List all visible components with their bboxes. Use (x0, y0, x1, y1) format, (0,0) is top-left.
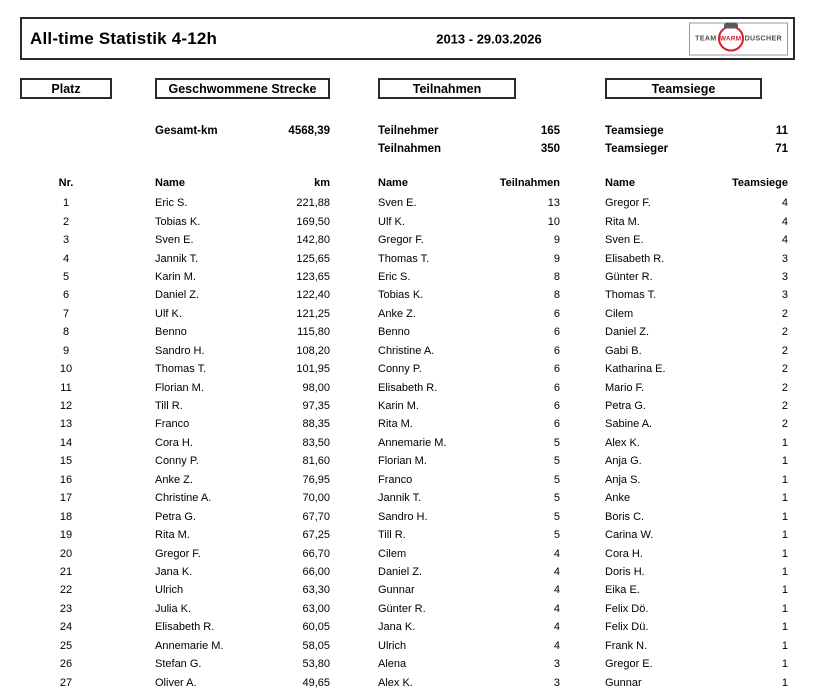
section-box-teamsiege: Teamsiege (605, 78, 762, 99)
participations-cell: 5 (553, 455, 560, 468)
table-row (20, 489, 788, 507)
swimmer-name-cell: Elisabeth R. (155, 621, 215, 634)
winner-name-cell: Anja S. (605, 473, 641, 486)
table-row (20, 342, 788, 360)
km-cell: 88,35 (302, 418, 330, 431)
teamwins-cell: 1 (781, 510, 788, 523)
teamwins-cell: 4 (781, 197, 788, 210)
section-box-platz: Platz (20, 78, 112, 99)
col-header-name-teilnahmen: Name (378, 177, 408, 189)
rank-cell: 14 (59, 436, 73, 449)
km-cell: 142,80 (296, 234, 330, 247)
table-row (20, 637, 788, 655)
km-cell: 76,95 (302, 473, 330, 486)
rank-cell: 17 (59, 492, 73, 505)
rank-cell: 21 (59, 565, 73, 578)
section-header-row (20, 78, 788, 99)
winner-name-cell: Günter R. (605, 270, 653, 283)
swimmer-name-cell: Eric S. (155, 197, 188, 210)
teamwins-cell: 1 (781, 473, 788, 486)
winner-name-cell: Cora H. (605, 547, 643, 560)
swimmer-name-cell: Florian M. (155, 381, 204, 394)
teamsiege-value: 11 (775, 125, 788, 137)
winner-name-cell: Cilem (605, 307, 634, 320)
swimmer-name-cell: Franco (155, 418, 190, 431)
col-header-km: km (314, 177, 330, 189)
km-cell: 123,65 (296, 270, 330, 283)
table-row (20, 194, 788, 212)
gesamt-km-label: Gesamt-km (155, 125, 218, 137)
participations-cell: 6 (553, 418, 560, 431)
participations-cell: 4 (553, 584, 560, 597)
km-cell: 53,80 (302, 658, 330, 671)
swimmer-name-cell: Cora H. (155, 436, 193, 449)
rank-cell: 25 (59, 639, 73, 652)
participant-name-cell: Ulrich (378, 639, 407, 652)
logo-circle (718, 26, 744, 52)
swimmer-name-cell: Anke Z. (155, 473, 193, 486)
table-row (20, 378, 788, 396)
teilnehmer-value: 165 (540, 125, 560, 137)
table-row (20, 600, 788, 618)
participant-name-cell: Anke Z. (378, 307, 416, 320)
swimmer-name-cell: Ulf K. (155, 307, 182, 320)
teamwins-cell: 2 (781, 307, 788, 320)
teamwins-cell: 1 (781, 436, 788, 449)
participant-name-cell: Gunnar (378, 584, 415, 597)
participant-name-cell: Cilem (378, 547, 407, 560)
table-row (20, 231, 788, 249)
table-row (20, 305, 788, 323)
table-row (20, 268, 788, 286)
winner-name-cell: Felix Dö. (605, 602, 649, 615)
teamwins-cell: 4 (781, 234, 788, 247)
winner-name-cell: Katharina E. (605, 363, 666, 376)
participations-cell: 6 (553, 326, 560, 339)
rank-cell: 2 (62, 215, 70, 228)
participations-cell: 13 (547, 197, 560, 210)
km-cell: 121,25 (296, 307, 330, 320)
participant-name-cell: Günter R. (378, 602, 426, 615)
km-cell: 169,50 (296, 215, 330, 228)
participations-cell: 6 (553, 307, 560, 320)
teamwins-cell: 1 (781, 676, 788, 689)
swimmer-name-cell: Petra G. (155, 510, 196, 523)
rank-cell: 5 (62, 270, 70, 283)
participations-cell: 6 (553, 363, 560, 376)
participations-cell: 6 (553, 344, 560, 357)
rank-cell: 19 (59, 529, 73, 542)
participations-cell: 5 (553, 510, 560, 523)
rank-cell: 23 (59, 602, 73, 615)
winner-name-cell: Felix Dü. (605, 621, 649, 634)
shower-head-icon (724, 23, 738, 29)
km-cell: 101,95 (296, 363, 330, 376)
participations-cell: 6 (553, 381, 560, 394)
swimmer-name-cell: Julia K. (155, 602, 192, 615)
participations-cell: 6 (553, 400, 560, 413)
participant-name-cell: Rita M. (378, 418, 413, 431)
teamwins-cell: 2 (781, 363, 788, 376)
swimmer-name-cell: Rita M. (155, 529, 190, 542)
col-header-name-teamsiege: Name (605, 177, 635, 189)
participant-name-cell: Jannik T. (378, 492, 422, 505)
km-cell: 63,30 (302, 584, 330, 597)
swimmer-name-cell: Annemarie M. (155, 639, 224, 652)
table-row (20, 452, 788, 470)
winner-name-cell: Daniel Z. (605, 326, 650, 339)
participant-name-cell: Eric S. (378, 270, 411, 283)
rank-cell: 26 (59, 658, 73, 671)
teamwins-cell: 2 (781, 381, 788, 394)
km-cell: 66,00 (302, 565, 330, 578)
winner-name-cell: Eika E. (605, 584, 640, 597)
participations-cell: 8 (553, 289, 560, 302)
logo-team-label: TEAM (695, 35, 717, 42)
title-bar (20, 17, 795, 60)
table-row (20, 286, 788, 304)
table-row (20, 655, 788, 673)
km-cell: 83,50 (302, 436, 330, 449)
col-header-nr: Nr. (58, 177, 74, 189)
km-cell: 49,65 (302, 676, 330, 689)
participant-name-cell: Tobias K. (378, 289, 424, 302)
participations-cell: 4 (553, 639, 560, 652)
participations-cell: 4 (553, 602, 560, 615)
teamwins-cell: 1 (781, 658, 788, 671)
teilnahmen-value: 350 (540, 143, 560, 155)
participant-name-cell: Jana K. (378, 621, 416, 634)
summary-section (20, 122, 788, 158)
swimmer-name-cell: Gregor F. (155, 547, 201, 560)
winner-name-cell: Anja G. (605, 455, 642, 468)
table-row (20, 581, 788, 599)
km-cell: 122,40 (296, 289, 330, 302)
team-warmduscher-logo (689, 22, 788, 55)
teamwins-cell: 1 (781, 547, 788, 560)
km-cell: 125,65 (296, 252, 330, 265)
swimmer-name-cell: Benno (155, 326, 187, 339)
gesamt-km-value: 4568,39 (288, 125, 330, 137)
participant-name-cell: Sandro H. (378, 510, 428, 523)
rank-cell: 24 (59, 621, 73, 634)
teamwins-cell: 1 (781, 565, 788, 578)
winner-name-cell: Sven E. (605, 234, 644, 247)
participant-name-cell: Gregor F. (378, 234, 424, 247)
participations-cell: 5 (553, 529, 560, 542)
swimmer-name-cell: Jana K. (155, 565, 193, 578)
rank-cell: 27 (59, 676, 73, 689)
winner-name-cell: Gabi B. (605, 344, 642, 357)
rank-cell: 20 (59, 547, 73, 560)
teamwins-cell: 3 (781, 270, 788, 283)
table-row (20, 507, 788, 525)
km-cell: 58,05 (302, 639, 330, 652)
rank-cell: 22 (59, 584, 73, 597)
participations-cell: 5 (553, 473, 560, 486)
teamwins-cell: 1 (781, 492, 788, 505)
teamsiege-label: Teamsiege (605, 125, 664, 137)
table-row (20, 323, 788, 341)
participant-name-cell: Annemarie M. (378, 436, 447, 449)
page-title: All-time Statistik 4-12h (30, 28, 218, 48)
teilnahmen-label: Teilnahmen (378, 143, 442, 155)
rank-cell: 15 (59, 455, 73, 468)
teamwins-cell: 2 (781, 344, 788, 357)
swimmer-name-cell: Oliver A. (155, 676, 197, 689)
table-row (20, 544, 788, 562)
winner-name-cell: Thomas T. (605, 289, 657, 302)
teilnehmer-label: Teilnehmer (378, 125, 439, 137)
winner-name-cell: Elisabeth R. (605, 252, 665, 265)
rank-cell: 16 (59, 473, 73, 486)
participant-name-cell: Christine A. (378, 344, 435, 357)
participant-name-cell: Karin M. (378, 400, 419, 413)
rank-cell: 18 (59, 510, 73, 523)
teamwins-cell: 1 (781, 621, 788, 634)
swimmer-name-cell: Sven E. (155, 234, 194, 247)
table-row (20, 563, 788, 581)
rank-cell: 11 (60, 381, 72, 394)
table-body (20, 194, 788, 692)
teamwins-cell: 1 (781, 602, 788, 615)
section-box-teilnahmen: Teilnahmen (378, 78, 516, 99)
col-header-teamsiege: Teamsiege (731, 177, 788, 189)
table-row (20, 415, 788, 433)
swimmer-name-cell: Sandro H. (155, 344, 205, 357)
rank-cell: 13 (59, 418, 73, 431)
participant-name-cell: Franco (378, 473, 413, 486)
swimmer-name-cell: Ulrich (155, 584, 184, 597)
participations-cell: 4 (553, 547, 560, 560)
swimmer-name-cell: Jannik T. (155, 252, 199, 265)
section-box-strecke: Geschwommene Strecke (155, 78, 330, 99)
teamwins-cell: 2 (781, 326, 788, 339)
km-cell: 98,00 (302, 381, 330, 394)
swimmer-name-cell: Christine A. (155, 492, 212, 505)
participations-cell: 9 (553, 252, 560, 265)
participant-name-cell: Till R. (378, 529, 406, 542)
teamsieger-label: Teamsieger (605, 143, 669, 155)
participations-cell: 3 (553, 658, 560, 671)
swimmer-name-cell: Karin M. (155, 270, 196, 283)
winner-name-cell: Petra G. (605, 400, 646, 413)
table-row (20, 212, 788, 230)
winner-name-cell: Sabine A. (605, 418, 653, 431)
participations-cell: 5 (553, 436, 560, 449)
km-cell: 70,00 (302, 492, 330, 505)
rank-cell: 8 (62, 326, 70, 339)
winner-name-cell: Mario F. (605, 381, 645, 394)
swimmer-name-cell: Stefan G. (155, 658, 202, 671)
participant-name-cell: Alex K. (378, 676, 413, 689)
table-row (20, 360, 788, 378)
participations-cell: 9 (553, 234, 560, 247)
participant-name-cell: Florian M. (378, 455, 427, 468)
teamwins-cell: 1 (781, 639, 788, 652)
winner-name-cell: Gregor F. (605, 197, 651, 210)
participant-name-cell: Sven E. (378, 197, 417, 210)
km-cell: 60,05 (302, 621, 330, 634)
swimmer-name-cell: Thomas T. (155, 363, 207, 376)
km-cell: 67,25 (302, 529, 330, 542)
winner-name-cell: Doris H. (605, 565, 645, 578)
rank-cell: 1 (62, 197, 70, 210)
rank-cell: 4 (62, 252, 70, 265)
participations-cell: 4 (553, 621, 560, 634)
km-cell: 115,80 (297, 326, 330, 339)
swimmer-name-cell: Till R. (155, 400, 183, 413)
km-cell: 66,70 (302, 547, 330, 560)
participations-cell: 4 (553, 565, 560, 578)
table-row (20, 249, 788, 267)
winner-name-cell: Gunnar (605, 676, 642, 689)
participant-name-cell: Alena (378, 658, 407, 671)
participations-cell: 10 (547, 215, 560, 228)
km-cell: 108,20 (296, 344, 330, 357)
km-cell: 97,35 (302, 400, 330, 413)
km-cell: 81,60 (302, 455, 330, 468)
participations-cell: 5 (553, 492, 560, 505)
teamwins-cell: 1 (781, 455, 788, 468)
winner-name-cell: Rita M. (605, 215, 640, 228)
swimmer-name-cell: Daniel Z. (155, 289, 200, 302)
participant-name-cell: Conny P. (378, 363, 422, 376)
winner-name-cell: Alex K. (605, 436, 640, 449)
date-range: 2013 - 29.03.2026 (436, 31, 542, 46)
winner-name-cell: Frank N. (605, 639, 648, 652)
table-row (20, 434, 788, 452)
rank-cell: 3 (62, 234, 70, 247)
col-header-teilnahmen: Teilnahmen (499, 177, 560, 189)
col-header-name-km: Name (155, 177, 185, 189)
teamwins-cell: 3 (781, 252, 788, 265)
rank-cell: 10 (59, 363, 73, 376)
participant-name-cell: Thomas T. (378, 252, 430, 265)
winner-name-cell: Boris C. (605, 510, 645, 523)
table-row (20, 397, 788, 415)
swimmer-name-cell: Tobias K. (155, 215, 201, 228)
participant-name-cell: Elisabeth R. (378, 381, 438, 394)
teamwins-cell: 1 (781, 584, 788, 597)
teamwins-cell: 2 (781, 400, 788, 413)
logo-warm-label: WARM (719, 35, 742, 42)
participations-cell: 3 (553, 676, 560, 689)
table-header-row (20, 174, 788, 192)
km-cell: 63,00 (302, 602, 330, 615)
winner-name-cell: Carina W. (605, 529, 654, 542)
teamwins-cell: 1 (781, 529, 788, 542)
winner-name-cell: Anke (605, 492, 631, 505)
rank-cell: 9 (62, 344, 70, 357)
teamwins-cell: 3 (781, 289, 788, 302)
rank-cell: 7 (62, 307, 70, 320)
table-row (20, 673, 788, 691)
participant-name-cell: Benno (378, 326, 410, 339)
participant-name-cell: Ulf K. (378, 215, 405, 228)
teamsieger-value: 71 (775, 143, 788, 155)
swimmer-name-cell: Conny P. (155, 455, 199, 468)
teamwins-cell: 2 (781, 418, 788, 431)
logo-duscher-label: DUSCHER (744, 35, 782, 42)
rank-cell: 12 (59, 400, 73, 413)
km-cell: 67,70 (302, 510, 330, 523)
table-row (20, 526, 788, 544)
table-row (20, 618, 788, 636)
participant-name-cell: Daniel Z. (378, 565, 423, 578)
winner-name-cell: Gregor E. (605, 658, 653, 671)
participations-cell: 8 (553, 270, 560, 283)
km-cell: 221,88 (296, 197, 330, 210)
teamwins-cell: 4 (781, 215, 788, 228)
table-row (20, 471, 788, 489)
rank-cell: 6 (62, 289, 70, 302)
